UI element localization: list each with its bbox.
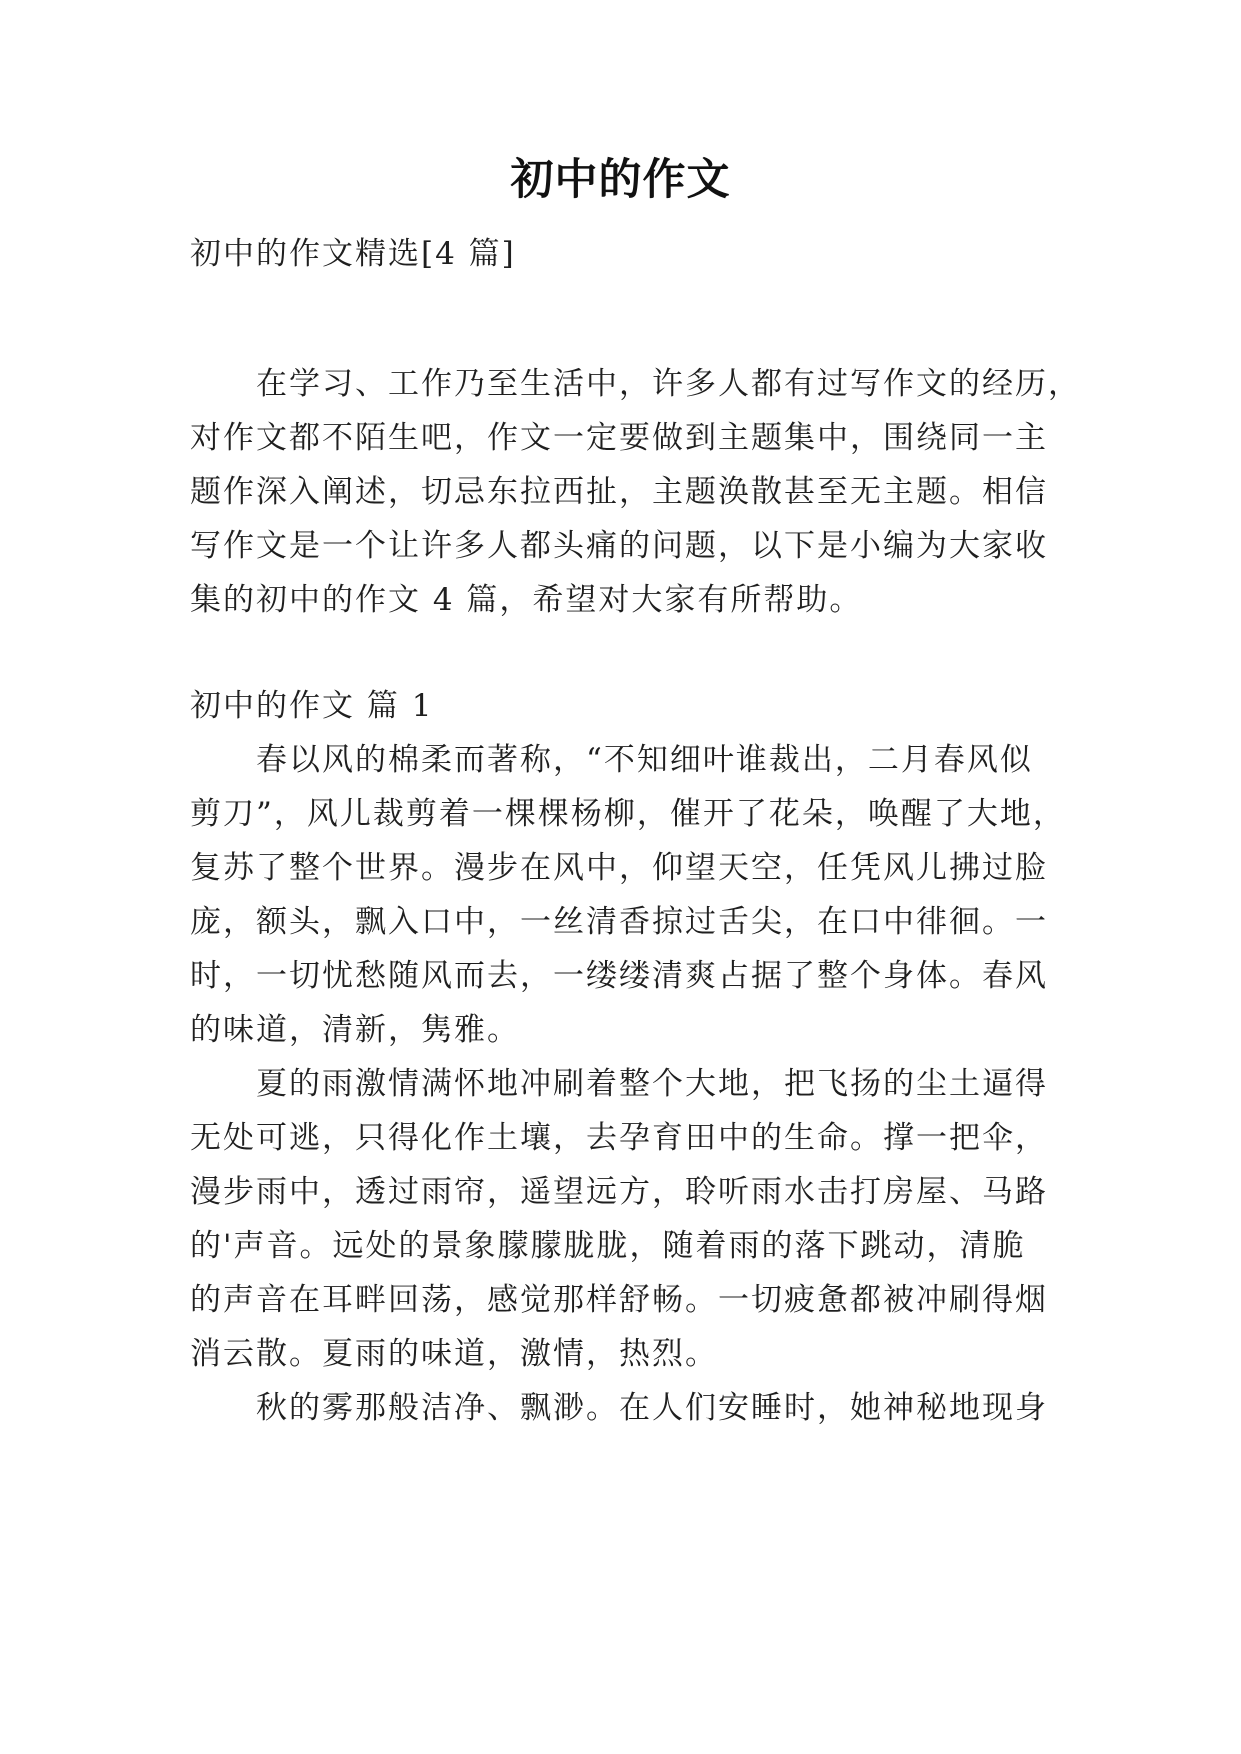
paragraph-line: 春以风的棉柔而著称，“不知细叶谁裁出，二月春风似: [256, 742, 1033, 778]
intro-line: 写作文是一个让许多人都头痛的问题，以下是小编为大家收: [190, 528, 1048, 564]
paragraph-line: 秋的雾那般洁净、飘渺。在人们安睡时，她神秘地现身: [256, 1390, 1048, 1426]
paragraph-line: 剪刀”，风儿裁剪着一棵棵杨柳，催开了花朵，唤醒了大地，: [190, 796, 1066, 832]
paragraph-line: 消云散。夏雨的味道，激情，热烈。: [190, 1336, 718, 1372]
intro-line: 集的初中的作文 4 篇，希望对大家有所帮助。: [190, 582, 863, 618]
intro-line: 在学习、工作乃至生活中，许多人都有过写作文的经历，: [256, 366, 1081, 402]
document-subtitle: 初中的作文精选[4 篇]: [190, 236, 516, 272]
intro-line: 对作文都不陌生吧，作文一定要做到主题集中，围绕同一主: [190, 420, 1048, 456]
paragraph-line: 的'声音。远处的景象朦朦胧胧，随着雨的落下跳动，清脆: [190, 1228, 1026, 1264]
document-title: 初中的作文: [510, 155, 731, 205]
paragraph-line: 的味道，清新，隽雅。: [190, 1012, 520, 1048]
paragraph-line: 复苏了整个世界。漫步在风中，仰望天空，任凭风儿拂过脸: [190, 850, 1048, 886]
section-heading: 初中的作文 篇 1: [190, 688, 434, 724]
paragraph-line: 的声音在耳畔回荡，感觉那样舒畅。一切疲惫都被冲刷得烟: [190, 1282, 1048, 1318]
paragraph-line: 无处可逃，只得化作土壤，去孕育田中的生命。撑一把伞，: [190, 1120, 1048, 1156]
paragraph-line: 夏的雨激情满怀地冲刷着整个大地，把飞扬的尘土逼得: [256, 1066, 1048, 1102]
paragraph-line: 时，一切忧愁随风而去，一缕缕清爽占据了整个身体。春风: [190, 958, 1048, 994]
intro-line: 题作深入阐述，切忌东拉西扯，主题涣散甚至无主题。相信: [190, 474, 1048, 510]
paragraph-line: 庞，额头，飘入口中，一丝清香掠过舌尖，在口中徘徊。一: [190, 904, 1048, 940]
paragraph-line: 漫步雨中，透过雨帘，遥望远方，聆听雨水击打房屋、马路: [190, 1174, 1048, 1210]
